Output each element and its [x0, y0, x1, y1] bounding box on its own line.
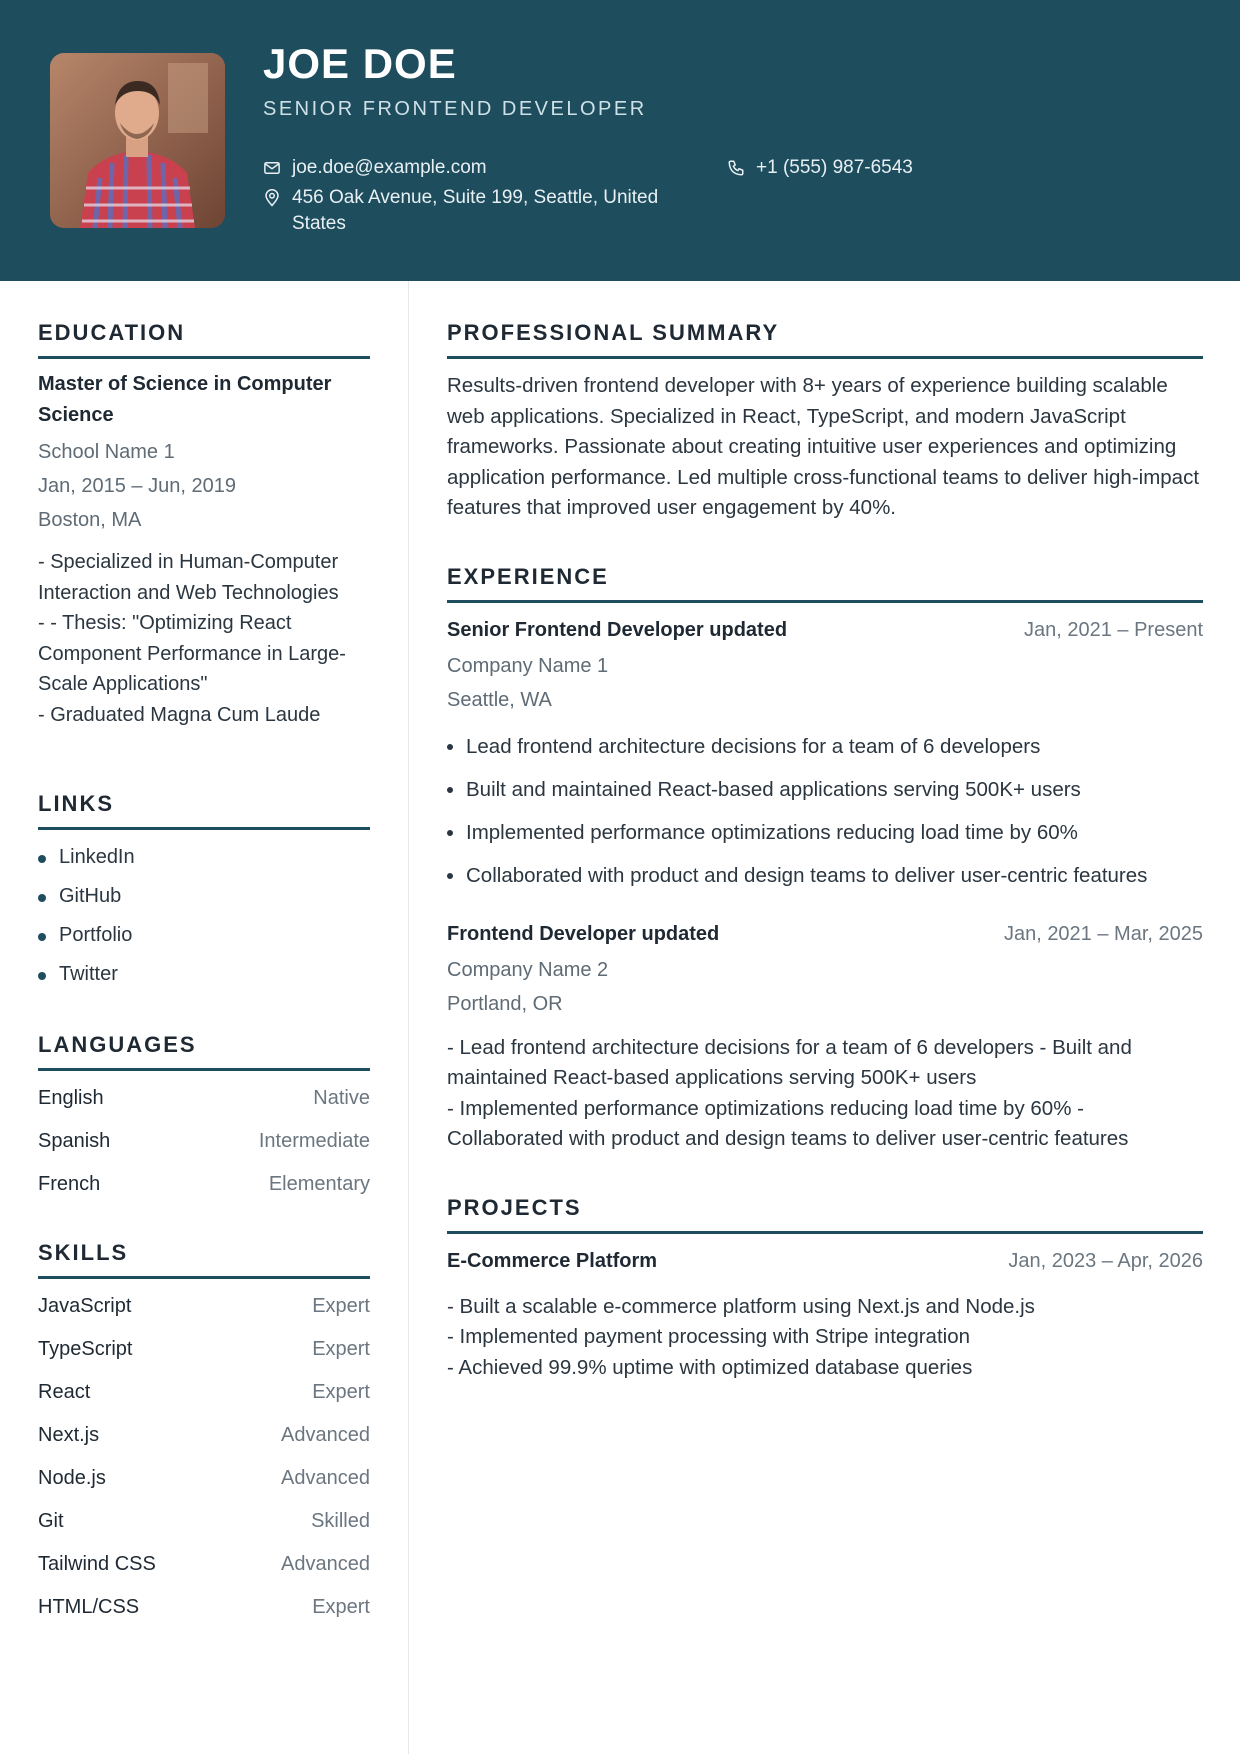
job-title: Senior Frontend Developer updated: [447, 618, 788, 641]
summary-section: [447, 320, 1203, 524]
language-level: Intermediate: [258, 1130, 370, 1152]
section-title: PROJECTS: [447, 1195, 1203, 1234]
language-row: [38, 1163, 370, 1206]
skill-level: Expert: [312, 1381, 370, 1403]
job-description-line: - Lead frontend architecture decisions for a team of 6 developers - Built and maintained React-based applications serving 500K+ users: [447, 1035, 1132, 1089]
skill-name: React: [38, 1381, 91, 1403]
education-line: - - Thesis: "Optimizing React Component Performance in Large-Scale Applications": [38, 612, 346, 695]
job-location: Portland, OR: [447, 992, 563, 1015]
left-column: [38, 320, 370, 1629]
map-pin-icon: [263, 189, 281, 207]
skill-name: Git: [38, 1510, 64, 1532]
phone-icon: [727, 159, 745, 177]
project-entry: [447, 1246, 1203, 1384]
education-section: [38, 320, 370, 730]
contact-address: [263, 185, 683, 237]
section-title: PROFESSIONAL SUMMARY: [447, 320, 1203, 359]
skill-name: Node.js: [38, 1467, 106, 1489]
summary-text: Results-driven frontend developer with 8+ years of experience building scalable web applications. Specialized in React, TypeScript, and modern JavaScript frameworks. Passionate about creating intuitive user experiences and optimizing application performance. Led multiple cross-functional teams to deliver high-impact features that improved user engagement by 40%.: [447, 374, 1200, 519]
job-title: Frontend Developer updated: [447, 922, 720, 945]
section-title: SKILLS: [38, 1240, 370, 1279]
right-column: [447, 320, 1203, 1383]
education-description: [38, 547, 370, 730]
skill-row: [38, 1586, 370, 1629]
list-item: Built and maintained React-based applications serving 500K+ users: [447, 768, 1203, 811]
job-description: [447, 1033, 1203, 1155]
skill-row: [38, 1414, 370, 1457]
section-title: EXPERIENCE: [447, 564, 1203, 603]
project-name: E-Commerce Platform: [447, 1249, 658, 1272]
contact-email[interactable]: [263, 155, 487, 181]
job-header: [447, 615, 1203, 645]
language-level: Native: [313, 1087, 370, 1109]
language-level: Elementary: [268, 1173, 370, 1195]
project-header: [447, 1246, 1203, 1276]
job-header: [447, 919, 1203, 949]
job-entry: [447, 615, 1203, 897]
skill-level: Advanced: [281, 1424, 370, 1446]
mail-icon: [263, 159, 281, 177]
education-line: - Specialized in Human-Computer Interaction and Web Technologies: [38, 551, 339, 604]
column-divider: [408, 281, 409, 1754]
job-entry: [447, 919, 1203, 1155]
degree: Master of Science in Computer Science: [38, 373, 332, 426]
links-list: [38, 838, 370, 994]
section-title: LINKS: [38, 791, 370, 830]
skill-level: Expert: [312, 1338, 370, 1360]
contact-phone[interactable]: [727, 155, 913, 181]
job-location: Seattle, WA: [447, 688, 552, 711]
project-description-line: - Built a scalable e-commerce platform using Next.js and Node.js: [447, 1294, 1035, 1318]
resume-header: [0, 0, 1240, 281]
skill-level: Advanced: [281, 1467, 370, 1489]
list-item: Implemented performance optimizations reducing load time by 60%: [447, 811, 1203, 854]
language-name: French: [38, 1173, 101, 1195]
project-dates: Jan, 2023 – Apr, 2026: [1008, 1249, 1203, 1272]
skill-name: HTML/CSS: [38, 1596, 140, 1618]
link-linkedin[interactable]: LinkedIn: [38, 838, 370, 877]
skill-level: Expert: [312, 1596, 370, 1618]
profile-photo: [50, 53, 225, 228]
job-bullets: [447, 725, 1203, 897]
skill-level: Expert: [312, 1295, 370, 1317]
phone-text: +1 (555) 987-6543: [756, 157, 913, 178]
skill-row: [38, 1500, 370, 1543]
candidate-name: JOE DOE: [263, 40, 457, 87]
project-description-line: - Achieved 99.9% uptime with optimized database queries: [447, 1355, 973, 1379]
language-row: [38, 1077, 370, 1120]
projects-section: [447, 1195, 1203, 1384]
link-github[interactable]: GitHub: [38, 877, 370, 916]
skills-section: [38, 1240, 370, 1629]
job-company: Company Name 2: [447, 958, 609, 981]
list-item: Lead frontend architecture decisions for a team of 6 developers: [447, 725, 1203, 768]
skill-row: [38, 1285, 370, 1328]
education-location: Boston, MA: [38, 509, 142, 531]
section-title: LANGUAGES: [38, 1032, 370, 1071]
skill-name: TypeScript: [38, 1338, 133, 1360]
job-company: Company Name 1: [447, 654, 609, 677]
experience-section: [447, 564, 1203, 1155]
skill-level: Advanced: [281, 1553, 370, 1575]
skill-name: JavaScript: [38, 1295, 132, 1317]
skill-name: Tailwind CSS: [38, 1553, 156, 1575]
skill-row: [38, 1328, 370, 1371]
languages-list: [38, 1077, 370, 1206]
language-name: English: [38, 1087, 104, 1109]
job-description-line: - Implemented performance optimizations reducing load time by 60% - Collaborated with product and design teams to deliver user-centric features: [447, 1096, 1129, 1150]
address-text: 456 Oak Avenue, Suite 199, Seattle, United States: [292, 187, 659, 234]
project-description-line: - Implemented payment processing with Stripe integration: [447, 1325, 971, 1348]
skill-level: Skilled: [311, 1510, 370, 1532]
language-row: [38, 1120, 370, 1163]
links-section: [38, 791, 370, 994]
education-dates: Jan, 2015 – Jun, 2019: [38, 475, 236, 497]
job-dates: Jan, 2021 – Mar, 2025: [1003, 922, 1203, 945]
link-twitter[interactable]: Twitter: [38, 955, 370, 994]
education-line: - Graduated Magna Cum Laude: [38, 703, 321, 726]
link-portfolio[interactable]: Portfolio: [38, 916, 370, 955]
languages-section: [38, 1032, 370, 1206]
language-name: Spanish: [38, 1130, 111, 1152]
skill-row: [38, 1457, 370, 1500]
skills-list: [38, 1285, 370, 1629]
skill-row: [38, 1371, 370, 1414]
email-text: joe.doe@example.com: [292, 157, 487, 178]
skill-name: Next.js: [38, 1424, 100, 1446]
skill-row: [38, 1543, 370, 1586]
job-dates: Jan, 2021 – Present: [1023, 618, 1203, 641]
candidate-role: SENIOR FRONTEND DEVELOPER: [263, 98, 647, 120]
section-title: EDUCATION: [38, 320, 370, 359]
list-item: Collaborated with product and design teams to deliver user-centric features: [447, 854, 1203, 897]
project-description: [447, 1292, 1203, 1384]
school-name: School Name 1: [38, 441, 175, 463]
